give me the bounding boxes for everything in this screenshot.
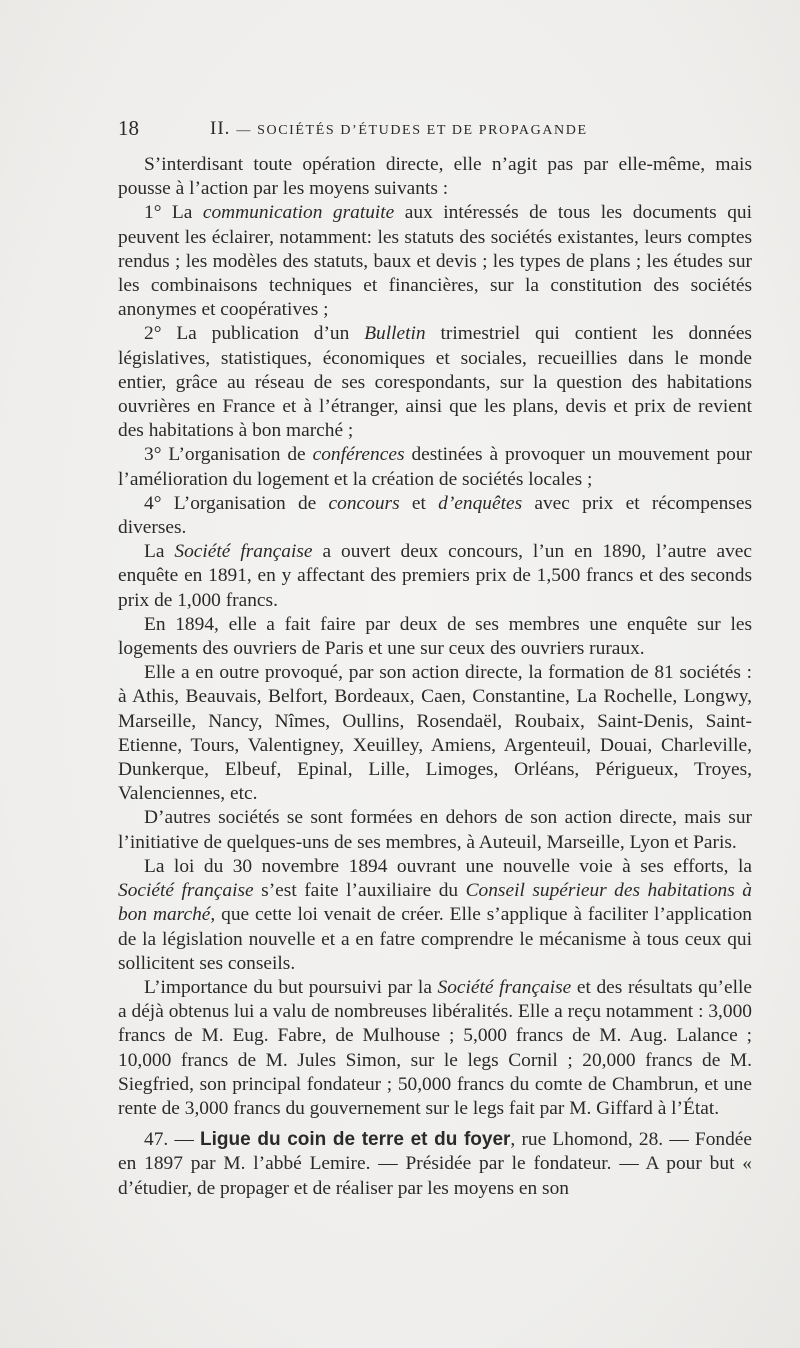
concours-text: a ouvert deux concours, l’un en 1890, l’autre avec enquête en 1891, en y affectant des premiers prix de 1,500 francs et des seconds prix de 1,000 francs.: [118, 541, 752, 611]
liberalites-lead: L’importance du but poursuivi par la: [144, 976, 438, 998]
paragraph-item-4: [118, 492, 752, 540]
item-2-emphasis: Bulletin: [364, 323, 426, 345]
page-number: 18: [118, 116, 139, 140]
section-number: 47. —: [144, 1129, 201, 1150]
paragraph-liberalites: [118, 976, 752, 1121]
chapter-roman: II.: [210, 118, 231, 139]
section-47: [118, 1128, 752, 1201]
body-text: [118, 153, 752, 1121]
page-header: [118, 116, 750, 144]
concours-emphasis: Société française: [174, 541, 313, 563]
section-title: Ligue du coin de terre et du foyer: [200, 1129, 511, 1150]
item-2-lead: 2° La publication d’un: [144, 323, 365, 345]
item-4-emphasis-1: concours: [328, 492, 400, 514]
item-1-lead: 1° La: [144, 202, 203, 224]
item-4-text: avec prix et récompenses diverses.: [118, 492, 753, 539]
paragraph-intro: S’interdisant toute opération directe, elle n’agit pas par elle-même, mais pousse à l’action par les moyens suivants :: [118, 154, 752, 200]
item-3-lead: 3° L’organisation de: [144, 444, 313, 466]
loi-joiner: s’est faite l’auxiliaire du: [253, 880, 466, 902]
chapter-title: — SOCIÉTÉS D’ÉTUDES ET DE PROPAGANDE: [236, 123, 588, 138]
item-3-emphasis: conférences: [312, 444, 405, 466]
paragraph-loi: [118, 855, 752, 976]
item-4-emphasis-2: d’enquêtes: [438, 492, 523, 514]
paragraph-enquete: En 1894, elle a fait faire par deux de ses membres une enquête sur les logements des ouvriers de Paris et une sur ceux des ouvriers ruraux.: [118, 613, 752, 660]
item-4-lead: 4° L’organisation de: [144, 492, 329, 514]
item-3-text: destinées à provoquer un mouvement pour l’amélioration du logement et la création de sociétés locales ;: [118, 444, 752, 490]
paragraph-item-3: [118, 443, 752, 491]
liberalites-text: et des résultats qu’elle a déjà obtenus lui a valu de nombreuses libéralités. Elle a reçu notamment : 3,000 francs de M. Eug. Fabre, de Mulhouse ; 5,000 francs de M. Aug. Lalance ; 10,000 francs de M. Jules Simon, sur le legs Cornil ; 20,000 francs de M. Siegfried, son principal fondateur ; 50,000 francs du comte de Chambrun, et une rente de 3,000 francs du gouvernement sur le legs fait par M. Giffard à l’État.: [118, 976, 752, 1119]
paragraph-concours: [118, 540, 752, 613]
concours-lead: La: [144, 541, 175, 563]
section-text: , rue Lhomond, 28. — Fondée en 1897 par M. l’abbé Lemire. — Présidée par le fondateur. — A pour but « d’étudier, de propager et de réaliser par les moyens en son: [118, 1129, 753, 1199]
section-47-paragraph: [118, 1128, 752, 1201]
loi-text: , que cette loi venait de créer. Elle s’applique à faciliter l’application de la législation nouvelle et a en fatre comprendre le mécanisme à tous ceux qui sollicitent ses conseils.: [118, 904, 752, 974]
item-4-joiner: et: [399, 492, 439, 514]
loi-lead: La loi du 30 novembre 1894 ouvrant une nouvelle voie à ses efforts, la: [144, 855, 752, 877]
paragraph-societes: Elle a en outre provoqué, par son action directe, la formation de 81 sociétés : à Athis, Beauvais, Belfort, Bordeaux, Caen, Constantine, La Rochelle, Longwy, Marseille, Nancy, Nîmes, Oullins, Rosendaël, Roubaix, Saint-Denis, Saint-Etienne, Tours, Valentigney, Xeuilley, Amiens, Argenteuil, Douai, Charleville, Dunkerque, Elbeuf, Epinal, Lille, Limoges, Orléans, Périgueux, Troyes, Valenciennes, etc.: [118, 662, 752, 805]
liberalites-emphasis: Société française: [437, 976, 572, 998]
item-1-text: aux intéressés de tous les documents qui peuvent les éclairer, notamment: les statuts des sociétés existantes, leurs comptes rendus ; les modèles des statuts, baux et devis ; les types de plans ; les études sur les combinaisons techniques et financières, sur la constitution des sociétés anonymes et coopératives ;: [118, 202, 752, 321]
item-1-emphasis: communication gratuite: [202, 202, 395, 224]
paragraph-autres: D’autres sociétés se sont formées en dehors de son action directe, mais sur l’initiative de quelques-uns de ses membres, à Auteuil, Marseille, Lyon et Paris.: [118, 807, 752, 853]
paragraph-item-2: [118, 322, 752, 443]
loi-emphasis-1: Société française: [118, 880, 254, 902]
paragraph-item-1: [118, 201, 752, 322]
item-2-text: trimestriel qui contient les données législatives, statistiques, économiques et sociales, recueillies dans le monde entier, grâce au réseau de ses corespondants, sur la question des habitations ouvrières en France et à l’étranger, ainsi que les plans, devis et prix de revient des habitations à bon marché ;: [118, 323, 752, 442]
running-title: [210, 118, 588, 140]
loi-emphasis-2: Conseil supérieur des habitations à bon marché: [118, 880, 752, 926]
